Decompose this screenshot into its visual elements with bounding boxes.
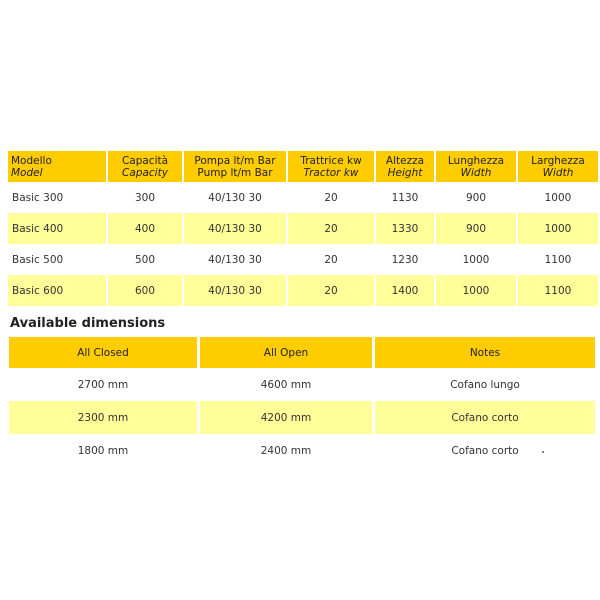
cell-height: 1130: [376, 182, 434, 213]
cell-width: 1100: [518, 244, 598, 275]
cell-all-closed: 2300 mm: [9, 401, 197, 434]
table-row: [8, 244, 598, 275]
header-model: Modello Model: [8, 151, 106, 182]
cell-pump: 40/130 30: [184, 213, 286, 244]
cell-height: 1330: [376, 213, 434, 244]
cell-all-open: 2400 mm: [200, 434, 372, 467]
cell-length: 1000: [436, 275, 516, 306]
section-title: Available dimensions: [10, 316, 166, 331]
header-length: Lunghezza Width: [436, 151, 516, 182]
cell-model: Basic 300: [8, 182, 106, 213]
table-row: [8, 275, 598, 306]
cell-notes: Cofano corto: [375, 434, 595, 467]
dimensions-header-row: [9, 337, 595, 368]
header-capacity: Capacità Capacity: [108, 151, 182, 182]
header-all-open: All Open: [200, 337, 372, 368]
cell-length: 900: [436, 213, 516, 244]
cell-notes: Cofano corto: [375, 401, 595, 434]
cell-model: Basic 400: [8, 213, 106, 244]
dimensions-table: [6, 337, 598, 467]
table-row: [8, 182, 598, 213]
table-row: [9, 434, 595, 467]
cell-width: 1000: [518, 182, 598, 213]
header-pump: Pompa lt/m Bar Pump lt/m Bar: [184, 151, 286, 182]
table-row: [9, 368, 595, 401]
header-height: Altezza Height: [376, 151, 434, 182]
cell-capacity: 300: [108, 182, 182, 213]
cell-capacity: 500: [108, 244, 182, 275]
cell-model: Basic 600: [8, 275, 106, 306]
cell-all-open: 4200 mm: [200, 401, 372, 434]
header-notes: Notes: [375, 337, 595, 368]
cell-length: 1000: [436, 244, 516, 275]
table-row: [8, 213, 598, 244]
cell-pump: 40/130 30: [184, 244, 286, 275]
cell-notes: Cofano lungo: [375, 368, 595, 401]
cell-tractor: 20: [288, 213, 374, 244]
cell-model: Basic 500: [8, 244, 106, 275]
stray-dot: [542, 451, 544, 453]
cell-height: 1230: [376, 244, 434, 275]
cell-all-open: 4600 mm: [200, 368, 372, 401]
cell-pump: 40/130 30: [184, 275, 286, 306]
cell-capacity: 600: [108, 275, 182, 306]
cell-width: 1100: [518, 275, 598, 306]
spec-header-row: [8, 151, 598, 182]
header-all-closed: All Closed: [9, 337, 197, 368]
cell-width: 1000: [518, 213, 598, 244]
specifications-table: [6, 151, 600, 306]
cell-capacity: 400: [108, 213, 182, 244]
table-row: [9, 401, 595, 434]
cell-pump: 40/130 30: [184, 182, 286, 213]
cell-all-closed: 2700 mm: [9, 368, 197, 401]
cell-height: 1400: [376, 275, 434, 306]
cell-tractor: 20: [288, 182, 374, 213]
cell-tractor: 20: [288, 275, 374, 306]
cell-all-closed: 1800 mm: [9, 434, 197, 467]
header-tractor: Trattrice kw Tractor kw: [288, 151, 374, 182]
cell-tractor: 20: [288, 244, 374, 275]
cell-length: 900: [436, 182, 516, 213]
header-width: Larghezza Width: [518, 151, 598, 182]
